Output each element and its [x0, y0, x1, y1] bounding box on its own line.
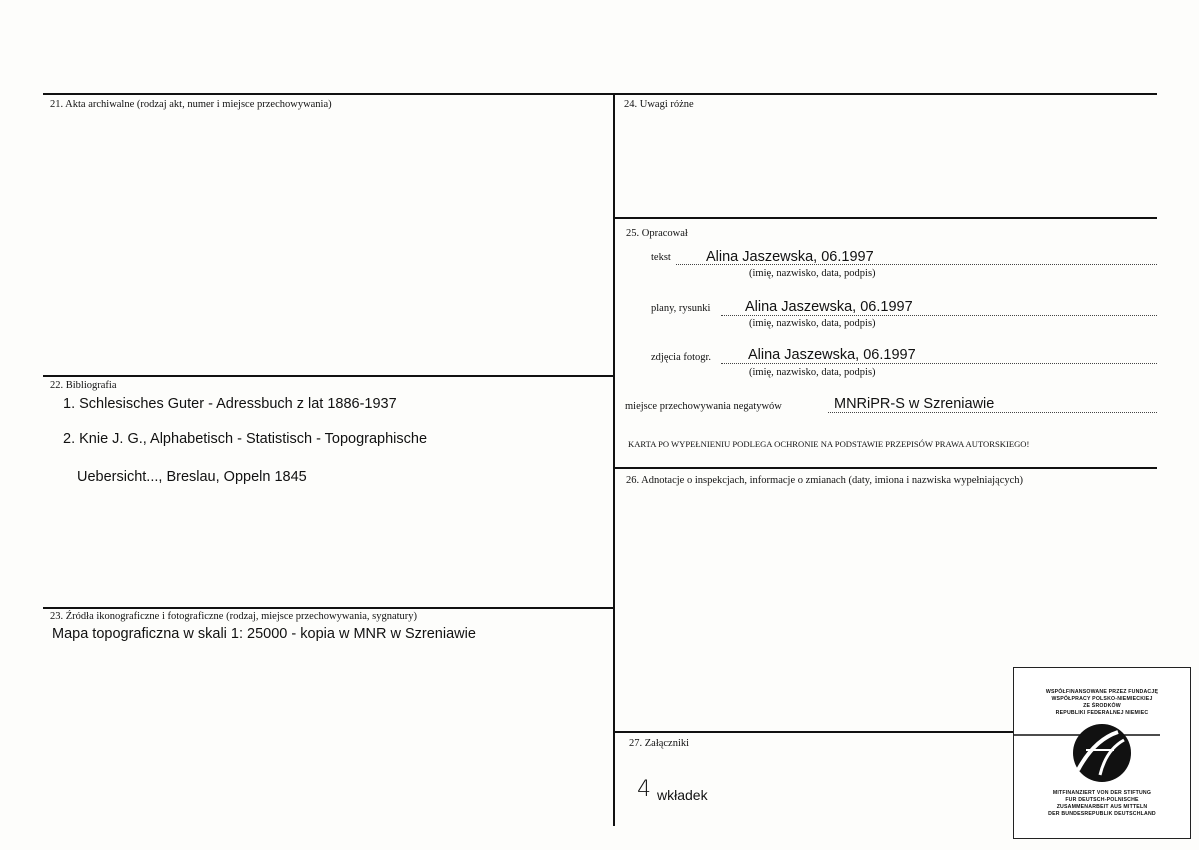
rule-22-23: [43, 607, 614, 609]
logo-top-line-3: ZE ŚRODKÓW: [1083, 703, 1121, 709]
field-26-label: 26. Adnotacje o inspekcjach, informacje o zmianach (daty, imiona i nazwiska wypełniających): [626, 475, 1024, 486]
field-23-label: 23. Źródła ikonograficzne i fotograficzne (rodzaj, miejsce przechowywania, sygnatury): [50, 611, 418, 622]
negatywy-label: miejsce przechowywania negatywów: [625, 401, 782, 412]
zdjecia-value: Alina Jaszewska, 06.1997: [748, 347, 916, 363]
rule-21-22: [43, 375, 614, 377]
zdjecia-sub: (imię, nazwisko, data, podpis): [749, 367, 876, 378]
negatywy-dotted-line: [828, 412, 1157, 413]
logo-bottom-line-2: FUR DEUTSCH-POLNISCHE: [1065, 797, 1139, 803]
field-23-value: Mapa topograficzna w skali 1: 25000 - kopia w MNR w Szreniawie: [52, 626, 476, 642]
plany-sub: (imię, nazwisko, data, podpis): [749, 318, 876, 329]
logo-top-line-1: WSPÓŁFINANSOWANE PRZEZ FUNDACJĘ: [1045, 689, 1159, 695]
field-27-label: 27. Załączniki: [629, 738, 690, 749]
foundation-logo: [1013, 667, 1191, 839]
foundation-emblem-icon: [1014, 720, 1190, 784]
top-rule: [43, 93, 1157, 95]
plany-label: plany, rysunki: [651, 303, 711, 314]
rule-24-25: [615, 217, 1157, 219]
logo-bottom-line-4: DER BUNDESREPUBLIK DEUTSCHLAND: [1048, 811, 1156, 817]
logo-top-line-4: REPUBLIKI FEDERALNEJ NIEMIEC: [1055, 710, 1149, 716]
field-24-label: 24. Uwagi różne: [624, 99, 694, 110]
tekst-label: tekst: [651, 252, 671, 263]
logo-bottom-line-1: MITFINANZIERT VON DER STIFTUNG: [1052, 790, 1152, 796]
plany-value: Alina Jaszewska, 06.1997: [745, 299, 913, 315]
center-divider: [613, 93, 615, 826]
zdjecia-label: zdjęcia fotogr.: [651, 352, 712, 363]
zdjecia-dotted-line: [721, 363, 1157, 364]
copyright-notice: KARTA PO WYPEŁNIENIU PODLEGA OCHRONIE NA PODSTAWIE PRZEPISÓW PRAWA AUTORSKIEGO!: [628, 439, 1030, 449]
tekst-sub: (imię, nazwisko, data, podpis): [749, 268, 876, 279]
field-25-label: 25. Opracował: [626, 228, 688, 239]
negatywy-value: MNRiPR-S w Szreniawie: [834, 396, 995, 412]
field-21-label: 21. Akta archiwalne (rodzaj akt, numer i miejsce przechowywania): [50, 99, 332, 110]
tekst-value: Alina Jaszewska, 06.1997: [706, 249, 874, 265]
bibliography-item-2-cont: Uebersicht..., Breslau, Oppeln 1845: [77, 469, 307, 485]
attachments-count: 4: [637, 777, 651, 802]
bibliography-item-1: 1. Schlesisches Guter - Adressbuch z lat 1886-1937: [63, 396, 397, 412]
bibliography-item-2: 2. Knie J. G., Alphabetisch - Statistisch - Topographische: [63, 431, 428, 447]
logo-bottom-line-3: ZUSAMMENARBEIT AUS MITTELN: [1056, 804, 1148, 810]
rule-26-27: [615, 731, 1013, 733]
plany-dotted-line: [721, 315, 1157, 316]
rule-25-26: [615, 467, 1157, 469]
field-22-label: 22. Bibliografia: [50, 380, 117, 391]
logo-top-line-2: WSPÓŁPRACY POLSKO-NIEMIECKIEJ: [1051, 696, 1153, 702]
attachments-value: wkładek: [657, 787, 708, 803]
